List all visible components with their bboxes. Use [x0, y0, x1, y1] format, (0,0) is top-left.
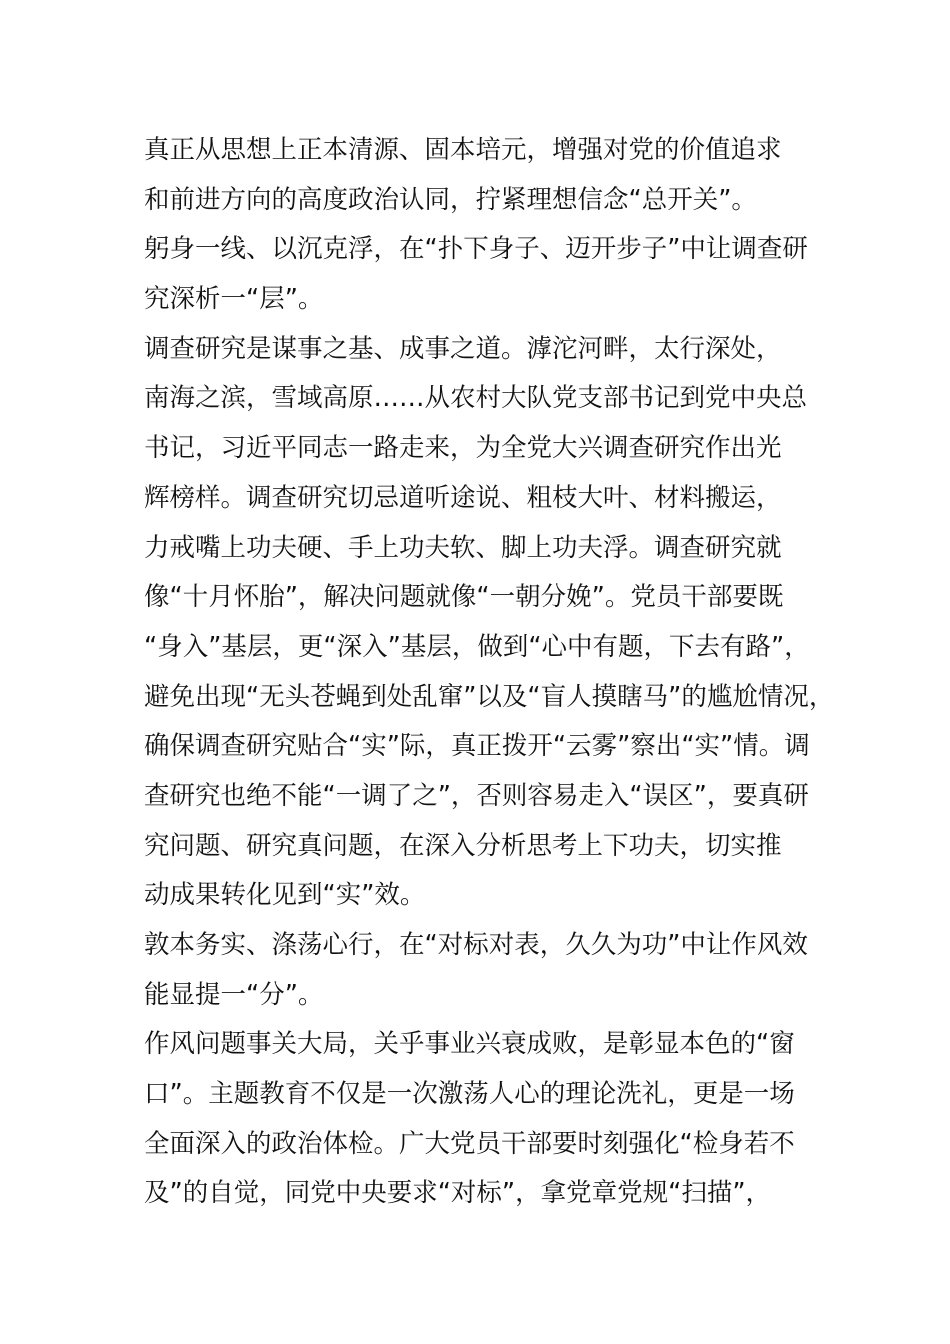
section-heading-line: 躬身一线、以沉克浮，在“扑下身子、迈开步子”中让调查研	[144, 234, 808, 265]
section-heading-line: 敦本务实、涤荡心行，在“对标对表，久久为功”中让作风效	[144, 930, 808, 960]
text-line: 动成果转化见到“实”效。	[144, 880, 426, 911]
text-line: 调查研究是谋事之基、成事之道。滹沱河畔，太行深处，	[144, 333, 782, 364]
text-line: 究问题、研究真问题，在深入分析思考上下功夫，切实推	[144, 830, 782, 861]
text-line: 像“十月怀胎”，解决问题就像“一朝分娩”。党员干部要既	[144, 582, 784, 613]
section-heading-line: 究深析一“层”。	[144, 284, 324, 315]
text-line: “身入”基层，更“深入”基层，做到“心中有题，下去有路”，	[144, 631, 810, 662]
text-line: 书记，习近平同志一路走来，为全党大兴调查研究作出光	[144, 433, 782, 464]
text-line: 力戒嘴上功夫硬、手上功夫软、脚上功夫浮。调查研究就	[144, 532, 782, 563]
text-line: 全面深入的政治体检。广大党员干部要时刻强化“检身若不	[144, 1128, 795, 1159]
section-heading-line: 能显提一“分”。	[144, 979, 324, 1010]
text-line: 查研究也绝不能“一调了之”，否则容易走入“误区”，要真研	[144, 780, 809, 811]
text-line: 口”。主题教育不仅是一次激荡人心的理论洗礼，更是一场	[144, 1079, 795, 1110]
text-line: 确保调查研究贴合“实”际，真正拨开“云雾”察出“实”情。调	[144, 731, 810, 762]
text-line: 真正从思想上正本清源、固本培元，增强对党的价值追求	[144, 135, 782, 165]
text-line: 南海之滨，雪域高原……从农村大队党支部书记到党中央总	[144, 383, 808, 414]
text-line: 避免出现“无头苍蝇到处乱窜”以及“盲人摸瞎马”的尴尬情况，	[144, 681, 835, 712]
text-line: 作风问题事关大局，关乎事业兴衰成败，是彰显本色的“窗	[144, 1029, 795, 1060]
body-text	[144, 126, 834, 1219]
text-line: 及”的自觉，同党中央要求“对标”，拿党章党规“扫描”，	[144, 1178, 772, 1209]
text-line: 辉榜样。调查研究切忌道听途说、粗枝大叶、材料搬运，	[144, 482, 782, 513]
text-line: 和前进方向的高度政治认同，拧紧理想信念“总开关”。	[144, 184, 757, 215]
